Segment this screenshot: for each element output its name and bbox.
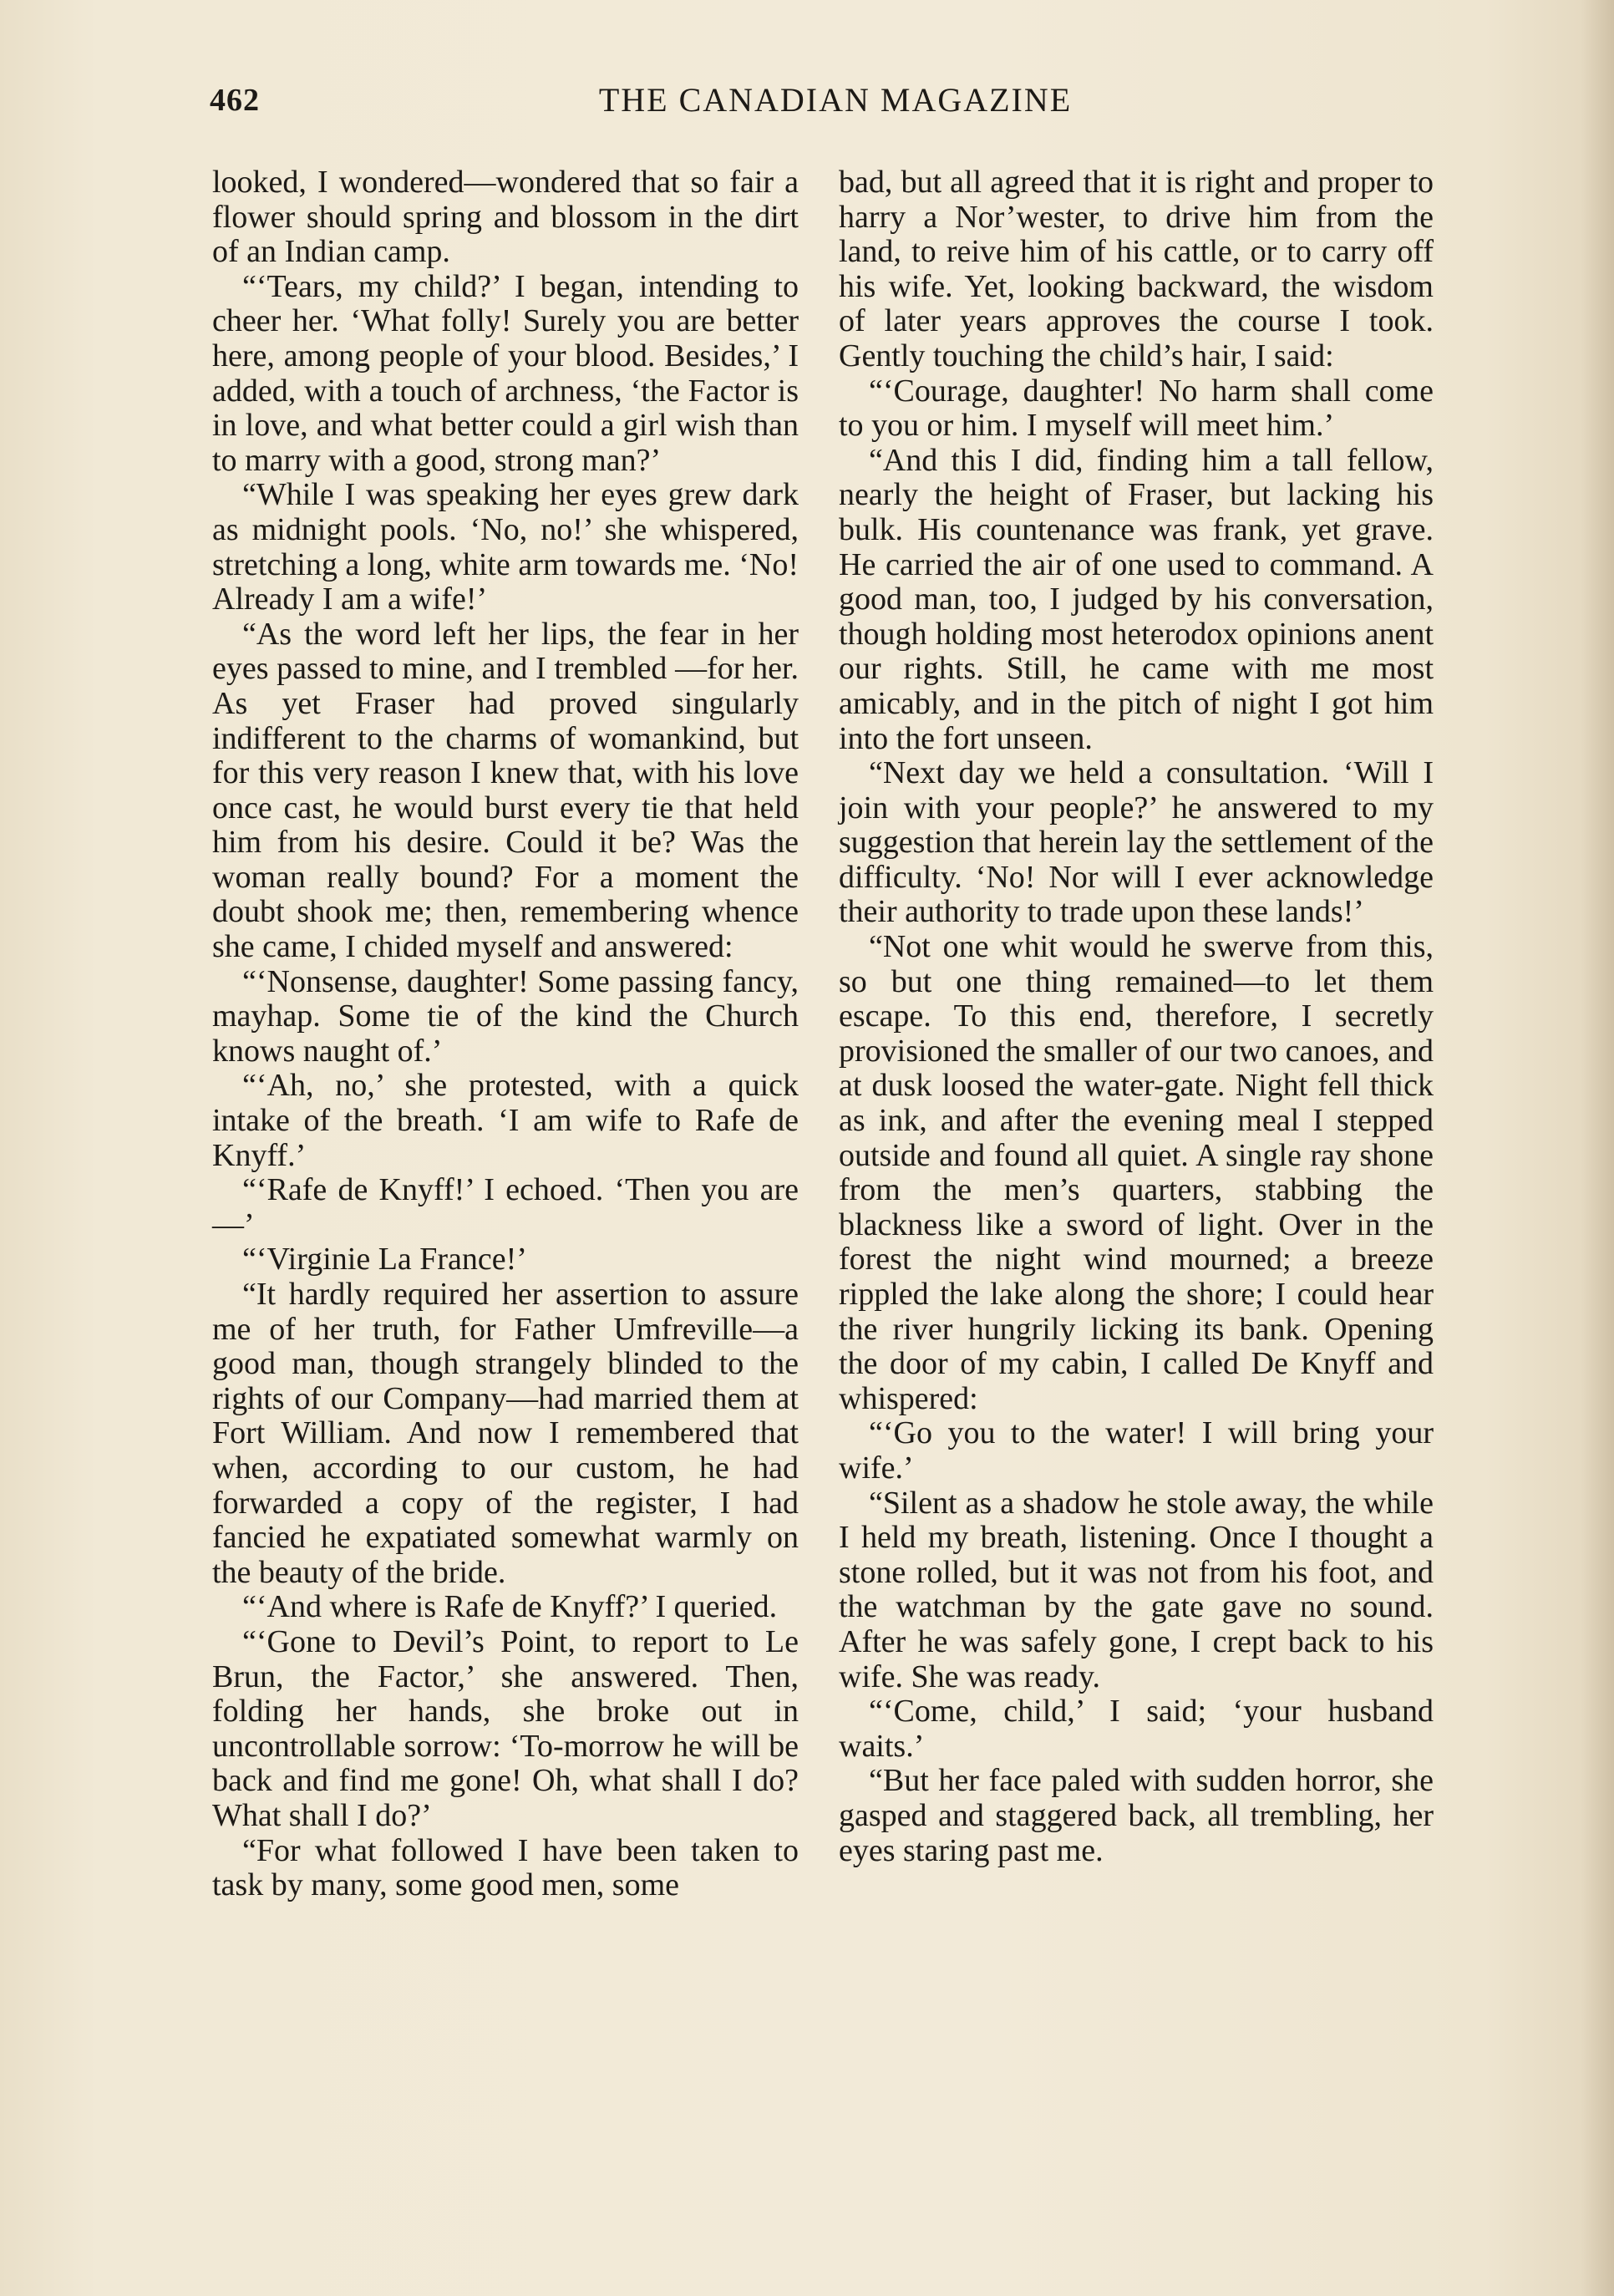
paragraph: “‘Courage, daughter! No harm shall come to you or him. I myself will meet him.’	[839, 373, 1434, 444]
page-number: 462	[210, 83, 260, 118]
page-header	[0, 77, 1614, 130]
paragraph: “While I was speaking her eyes grew dark as midnight pools. ‘No, no!’ she whispered, stretching a long, white arm towards me. ‘No! Already I am a wife!’	[212, 477, 799, 617]
paragraph: “But her face paled with sudden horror, she gasped and staggered back, all trembling, her eyes staring past me.	[839, 1763, 1434, 1868]
paragraph: “‘And where is Rafe de Knyff?’ I queried.	[242, 1589, 778, 1625]
paragraph: “‘Tears, my child?’ I began, intending to cheer her. ‘What folly! Surely you are better here, among people of your blood. Besides,’ I added, with a touch of archness, ‘the Factor is in love, and what better could a girl wish than to marry with a good, strong man?’	[212, 268, 799, 478]
right-column	[839, 165, 1434, 1868]
paragraph: “‘Come, child,’ I said; ‘your husband waits.’	[839, 1694, 1434, 1764]
paragraph: bad, but all agreed that it is right and proper to harry a Nor’wester, to drive him from the land, to reive him of his cattle, or to carry off his wife. Yet, looking backward, the wisdom of later years approves the course I took. Gently touching the child’s hair, I said:	[839, 165, 1434, 373]
left-column	[212, 165, 799, 1903]
paragraph: “‘Rafe de Knyff!’ I echoed. ‘Then you are—’	[212, 1172, 799, 1242]
paragraph: “And this I did, finding him a tall fellow, nearly the height of Fraser, but lacking his bulk. His countenance was frank, yet grave. He carried the air of one used to command. A good man, too, I judged by his conversation, though holding most heterodox opinions anent our rights. Still, he came with me most amicably, and in the pitch of night I got him into the fort unseen.	[839, 442, 1434, 756]
paragraph: looked, I wondered—wondered that so fair a flower should spring and blossom in the dirt of an Indian camp.	[212, 165, 799, 270]
paragraph: “‘Nonsense, daughter! Some passing fancy, mayhap. Some tie of the kind the Church knows naught of.’	[212, 963, 799, 1069]
paragraph: “Not one whit would he swerve from this, so but one thing remained—to let them escape. To this end, therefore, I secretly provisioned the smaller of our two canoes, and at dusk loosed the water-gate. Night fell thick as ink, and after the evening meal I stepped outside and found all quiet. A single ray shone from the men’s quarters, stabbing the blackness like a sword of light. Over in the forest the night wind mourned; a breeze rippled the lake along the shore; I could hear the river hungrily licking its bank. Opening the door of my cabin, I called De Knyff and whispered:	[839, 929, 1434, 1416]
paragraph: “For what followed I have been taken to task by many, some good men, some	[212, 1832, 799, 1903]
paragraph: “As the word left her lips, the fear in her eyes passed to mine, and I trembled —for her. As yet Fraser had proved singularly indifferent to the charms of womankind, but for this very reason I knew that, with his love once cast, he would burst every tie that held him from his desire. Could it be? Was the woman really bound? For a moment the doubt shook me; then, remembering whence she came, I chided myself and answered:	[212, 616, 799, 965]
paragraph: “It hardly required her assertion to assure me of her truth, for Father Umfreville—a good man, though strangely blinded to the rights of our Company—had married them at Fort William. And now I remembered that when, according to our custom, he had forwarded a copy of the register, I had fancied he expatiated somewhat warmly on the beauty of the bride.	[212, 1277, 799, 1590]
page-edge-shadow	[1581, 0, 1614, 2296]
paragraph: “‘Go you to the water! I will bring your wife.’	[839, 1415, 1434, 1486]
paragraph: “‘Virginie La France!’	[242, 1242, 527, 1278]
running-title: THE CANADIAN MAGAZINE	[598, 81, 1073, 119]
paragraph: “‘Ah, no,’ she protested, with a quick intake of the breath. ‘I am wife to Rafe de Knyff.’	[212, 1068, 799, 1173]
paragraph: “Next day we held a consultation. ‘Will I join with your people?’ he answered to my suggestion that herein lay the settlement of the difficulty. ‘No! Nor will I ever acknowledge their authority to trade upon these lands!’	[839, 755, 1434, 930]
paragraph: “Silent as a shadow he stole away, the while I held my breath, listening. Once I thought a stone rolled, but it was not from his foot, and the watchman by the gate gave no sound. After he was safely gone, I crept back to his wife. She was ready.	[839, 1485, 1434, 1694]
paragraph: “‘Gone to Devil’s Point, to report to Le Brun, the Factor,’ she answered. Then, folding her hands, she broke out in uncontrollable sorrow: ‘To-morrow he will be back and find me gone! Oh, what shall I do? What shall I do?’	[212, 1623, 799, 1833]
